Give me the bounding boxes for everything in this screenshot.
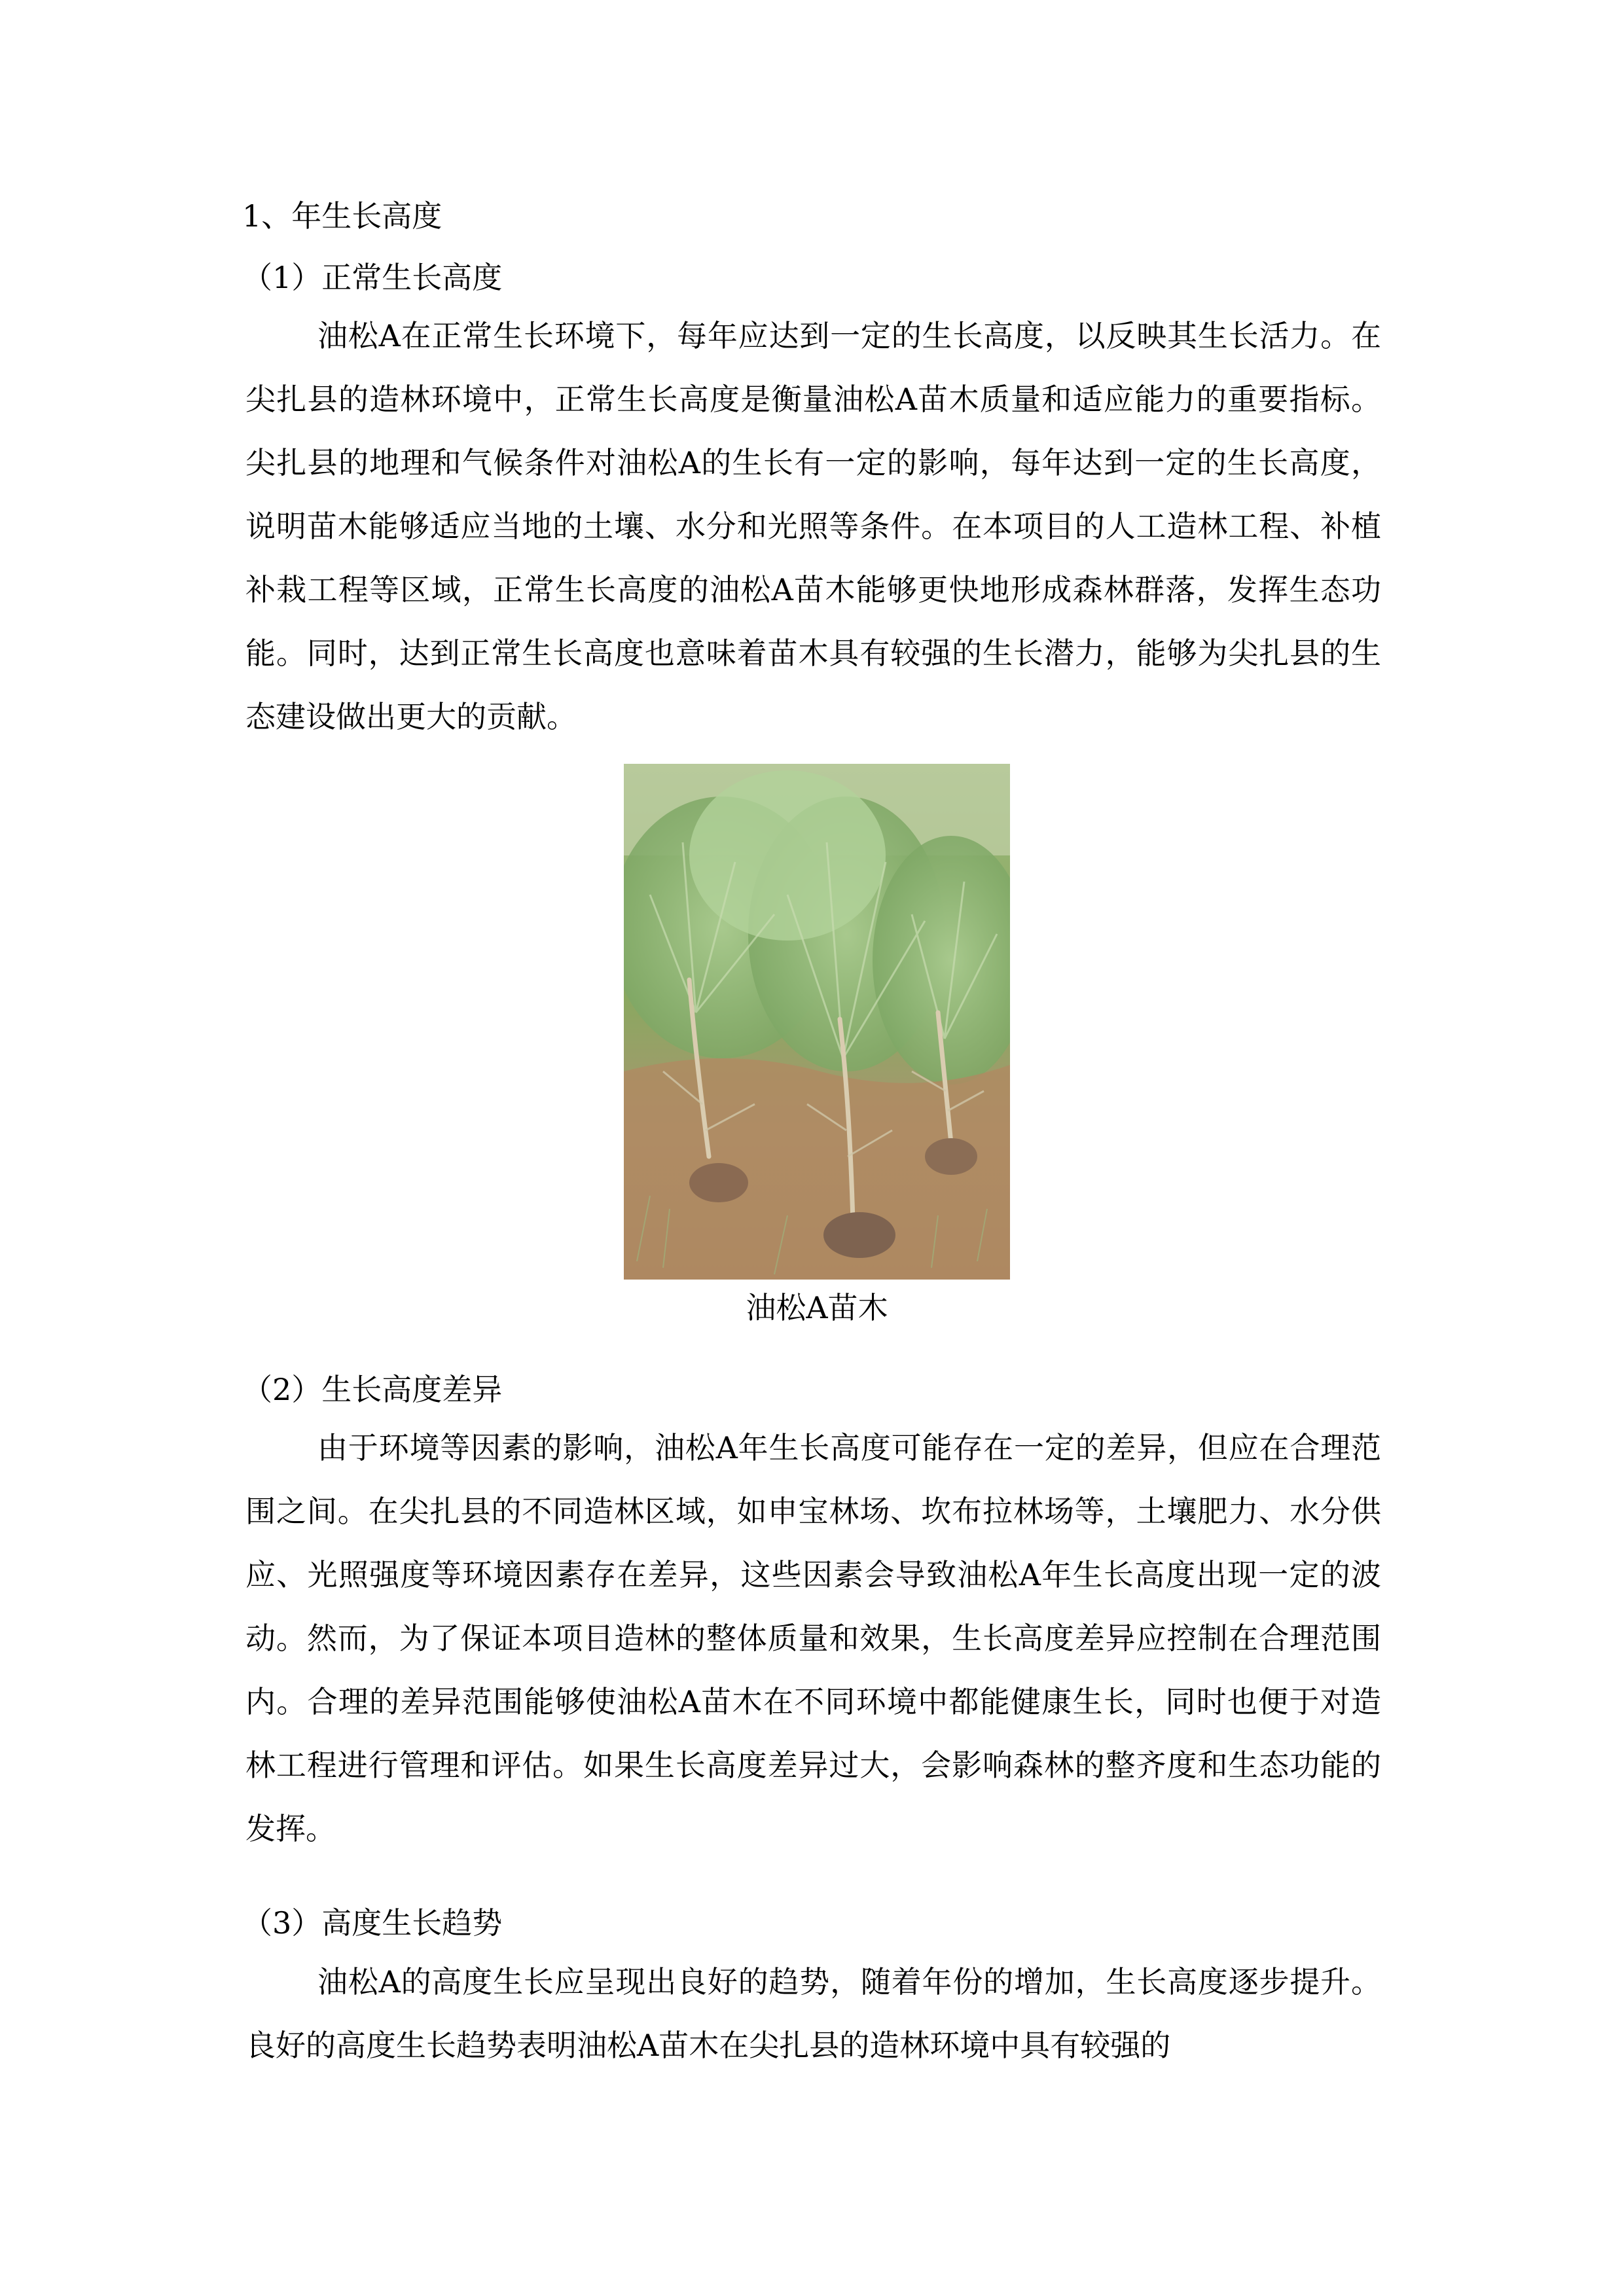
paragraph-growth-trend: 油松A的高度生长应呈现出良好的趋势，随着年份的增加，生长高度逐步提升。良好的高度生长趋势表明油松A苗木在尖扎县的造林环境中具有较强的 [245, 1964, 1381, 2063]
subsection-heading-normal-height: （1）正常生长高度 [242, 260, 503, 295]
subsection-heading-growth-trend: （3）高度生长趋势 [242, 1905, 503, 1941]
section-heading: 1、年生长高度 [242, 198, 442, 234]
pine-seedling-photo [624, 764, 1010, 1280]
figure-caption: 油松A苗木 [746, 1290, 888, 1325]
paragraph-height-difference: 由于环境等因素的影响，油松A年生长高度可能存在一定的差异，但应在合理范围之间。在尖扎县的不同造林区域，如申宝林场、坎布拉林场等，土壤肥力、水分供应、光照强度等环境因素存在差异，这些因素会导致油松A年生长高度出现一定的波动。然而，为了保证本项目造林的整体质量和效果，生长高度差异应控制在合理范围内。合理的差异范围能够使油松A苗木在不同环境中都能健康生长，同时也便于对造林工程进行管理和评估。如果生长高度差异过大，会影响森林的整齐度和生态功能的发挥。 [245, 1430, 1381, 1846]
subsection-heading-height-difference: （2）生长高度差异 [242, 1372, 503, 1407]
paragraph-normal-height: 油松A在正常生长环境下，每年应达到一定的生长高度，以反映其生长活力。在尖扎县的造林环境中，正常生长高度是衡量油松A苗木质量和适应能力的重要指标。尖扎县的地理和气候条件对油松A的生长有一定的影响，每年达到一定的生长高度，说明苗木能够适应当地的土壤、水分和光照等条件。在本项目的人工造林工程、补植补栽工程等区域，正常生长高度的油松A苗木能够更快地形成森林群落，发挥生态功能。同时，达到正常生长高度也意味着苗木具有较强的生长潜力，能够为尖扎县的生态建设做出更大的贡献。 [245, 318, 1381, 734]
